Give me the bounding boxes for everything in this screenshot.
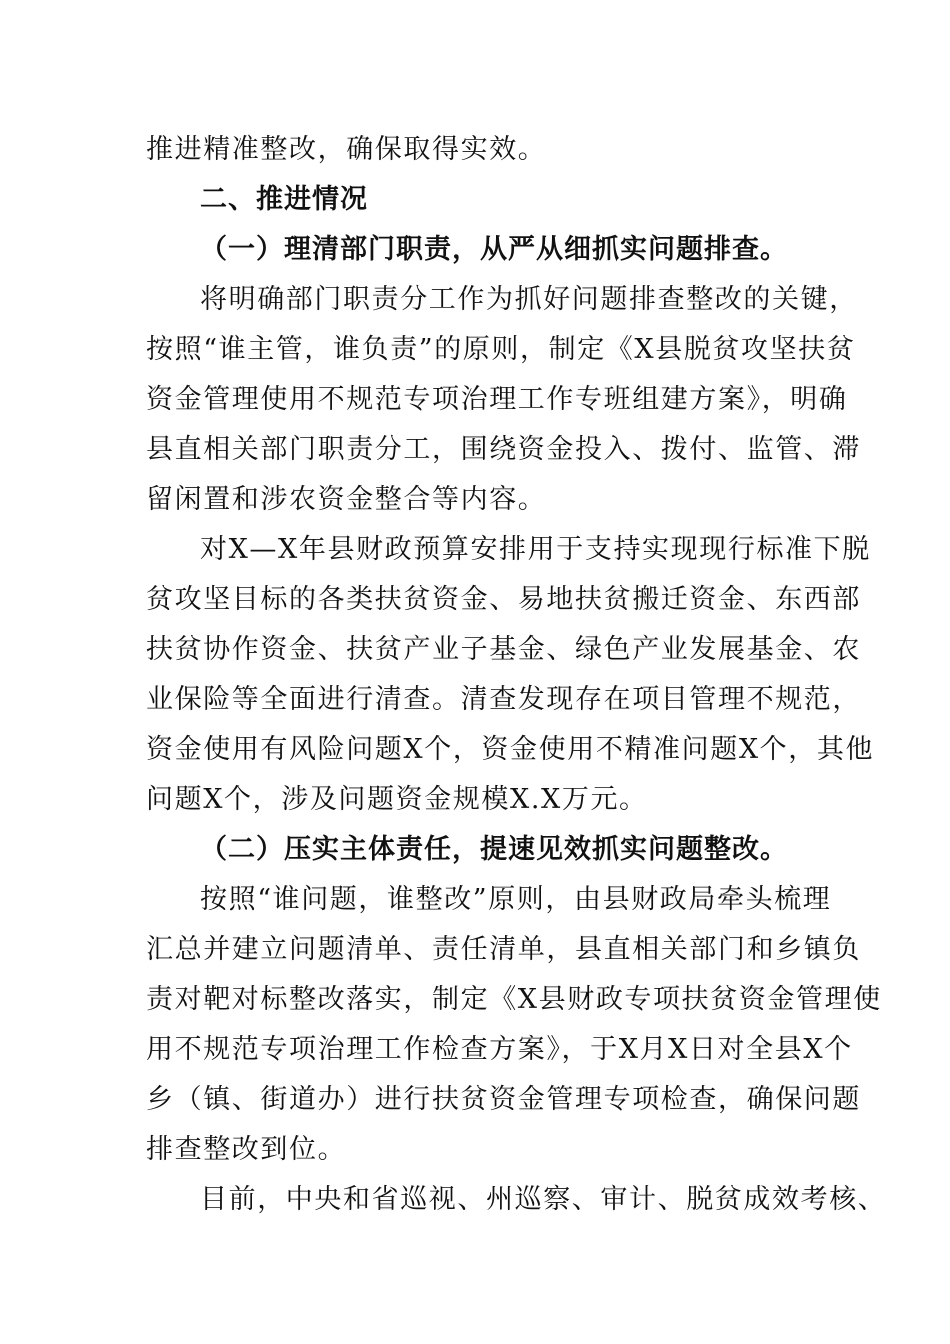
paragraph-line: 汇总并建立问题清单、责任清单，县直相关部门和乡镇负 [146,934,861,965]
paragraph-line: 扶贫协作资金、扶贫产业子基金、绿色产业发展基金、农 [146,634,861,665]
paragraph-line: 责对靶对标整改落实，制定《X县财政专项扶贫资金管理使 [146,984,882,1015]
paragraph-line: 留闲置和涉农资金整合等内容。 [146,484,547,515]
subsection-heading: （一）理清部门职责，从严从细抓实问题排查。 [200,234,788,265]
paragraph-line: 资金使用有风险问题X个，资金使用不精准问题X个，其他 [146,734,875,765]
paragraph-line: 按照“谁问题，谁整改”原则，由县财政局牵头梳理 [200,884,832,915]
paragraph-line: 县直相关部门职责分工，围绕资金投入、拨付、监管、滞 [146,434,861,465]
paragraph-line: 排查整改到位。 [146,1134,347,1165]
paragraph-line: 目前，中央和省巡视、州巡察、审计、脱贫成效考核、 [200,1184,887,1215]
subsection-heading: （二）压实主体责任，提速见效抓实问题整改。 [200,834,788,865]
paragraph-line: 问题X个，涉及问题资金规模X.X万元。 [146,784,648,815]
paragraph-line: 对X—X年县财政预算安排用于支持实现现行标准下脱 [200,534,871,565]
section-heading: 二、推进情况 [200,184,368,215]
paragraph-line: 推进精准整改，确保取得实效。 [146,134,547,165]
paragraph-line: 业保险等全面进行清查。清查发现存在项目管理不规范， [146,684,861,715]
paragraph-line: 贫攻坚目标的各类扶贫资金、易地扶贫搬迁资金、东西部 [146,584,861,615]
paragraph-line: 按照“谁主管，谁负责”的原则，制定《X县脱贫攻坚扶贫 [146,334,856,365]
paragraph-line: 资金管理使用不规范专项治理工作专班组建方案》，明确 [146,384,848,415]
paragraph-line: 乡（镇、街道办）进行扶贫资金管理专项检查，确保问题 [146,1084,861,1115]
paragraph-line: 用不规范专项治理工作检查方案》，于X月X日对全县X个 [146,1034,853,1065]
paragraph-line: 将明确部门职责分工作为抓好问题排查整改的关键， [200,284,858,315]
